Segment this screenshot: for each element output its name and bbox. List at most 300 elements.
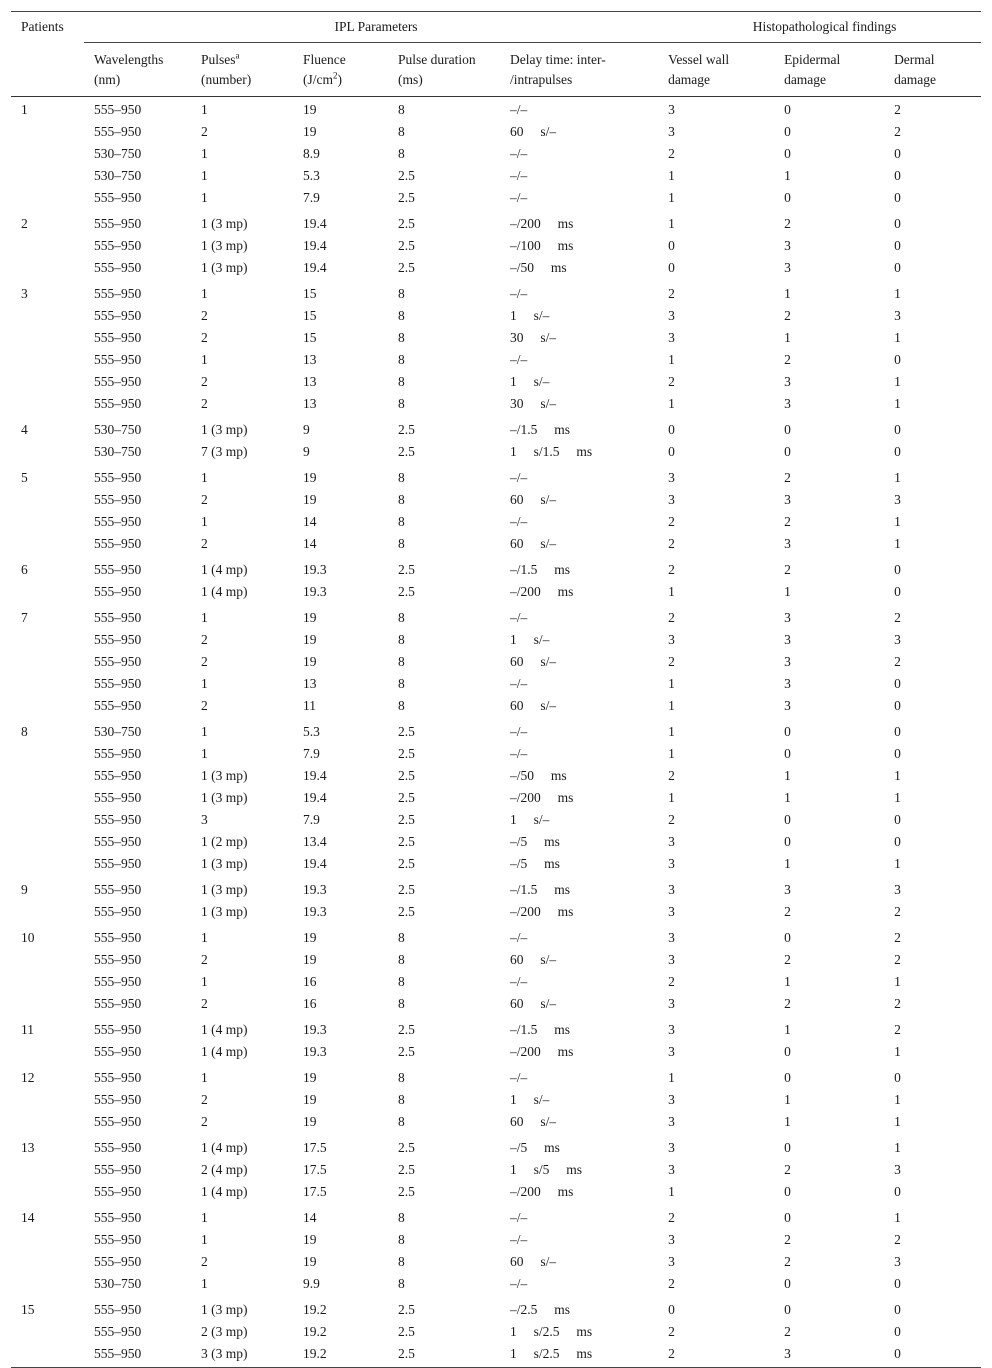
pulse-duration-cell: 2.5 <box>398 1184 415 1199</box>
dermal-cell: 2 <box>894 654 901 669</box>
fluence-cell: 19.3 <box>303 882 327 897</box>
pulses-cell: 1 <box>201 1232 208 1247</box>
pulse-duration-cell: 2.5 <box>398 168 415 183</box>
epidermal-cell: 0 <box>784 812 791 827</box>
patient-cell <box>11 695 84 719</box>
patient-cell <box>11 1343 84 1368</box>
vessel-wall-cell: 1 <box>668 724 675 739</box>
pulse-duration-cell: 8 <box>398 146 405 161</box>
pulses-cell: 2 <box>201 632 208 647</box>
patient-cell <box>11 1273 84 1297</box>
epidermal-cell: 0 <box>784 444 791 459</box>
fluence-cell: 19.4 <box>303 260 327 275</box>
epidermal-cell: 1 <box>784 1092 791 1107</box>
patient-cell <box>11 121 84 143</box>
pulses-cell: 1 (4 mp) <box>201 1022 248 1037</box>
table-row <box>11 1181 981 1205</box>
wavelength-cell: 555–950 <box>94 562 142 577</box>
wavelength-cell: 555–950 <box>94 374 142 389</box>
fluence-cell: 19.4 <box>303 790 327 805</box>
pulse-duration-cell: 8 <box>398 536 405 551</box>
table-row <box>11 1229 981 1251</box>
pulses-cell: 2 <box>201 374 208 389</box>
epidermal-cell: 0 <box>784 834 791 849</box>
dermal-cell: 1 <box>894 1114 901 1129</box>
dermal-cell: 1 <box>894 1210 901 1225</box>
pulses-cell: 1 (3 mp) <box>201 260 248 275</box>
pulse-duration-cell: 8 <box>398 698 405 713</box>
fluence-cell: 19.4 <box>303 768 327 783</box>
fluence-cell: 19 <box>303 124 317 139</box>
table-row <box>11 901 981 925</box>
fluence-cell: 9.9 <box>303 1276 320 1291</box>
patient-cell: 10 <box>21 930 35 945</box>
patient-cell <box>11 1089 84 1111</box>
patient-cell: 6 <box>21 562 28 577</box>
pulses-cell: 1 <box>201 286 208 301</box>
header-wavelengths: Wavelengths (nm) <box>84 43 191 97</box>
dermal-cell: 1 <box>894 536 901 551</box>
patient-cell <box>11 441 84 465</box>
epidermal-cell: 0 <box>784 724 791 739</box>
vessel-wall-cell: 3 <box>668 1044 675 1059</box>
pulses-cell: 2 <box>201 1114 208 1129</box>
table-row <box>11 257 981 281</box>
pulses-cell: 1 <box>201 746 208 761</box>
delay-time-cell: 1 s/– <box>510 632 550 647</box>
vessel-wall-cell: 1 <box>668 676 675 691</box>
fluence-cell: 13 <box>303 352 317 367</box>
pulse-duration-cell: 8 <box>398 286 405 301</box>
data-table-container <box>11 11 981 1368</box>
table-row <box>11 925 981 949</box>
patient-cell: 7 <box>21 610 28 625</box>
table-row <box>11 371 981 393</box>
vessel-wall-cell: 3 <box>668 1254 675 1269</box>
epidermal-cell: 2 <box>784 470 791 485</box>
delay-time-cell: –/1.5 ms <box>510 882 571 897</box>
dermal-cell: 1 <box>894 286 901 301</box>
wavelength-cell: 555–950 <box>94 1210 142 1225</box>
fluence-cell: 16 <box>303 974 317 989</box>
delay-time-cell: 1 s/2.5 ms <box>500 1343 658 1368</box>
patient-cell <box>11 1229 84 1251</box>
patient-cell <box>11 305 84 327</box>
table-row <box>11 1089 981 1111</box>
table-row <box>11 993 981 1017</box>
patient-cell <box>11 971 84 993</box>
epidermal-cell: 0 <box>784 1140 791 1155</box>
pulse-duration-cell: 2.5 <box>398 562 415 577</box>
table-row <box>11 305 981 327</box>
pulses-cell: 1 (3 mp) <box>201 422 248 437</box>
table-row <box>11 441 981 465</box>
epidermal-cell: 0 <box>784 1302 791 1317</box>
patient-cell <box>11 511 84 533</box>
fluence-cell: 16 <box>303 996 317 1011</box>
pulse-duration-cell: 2.5 <box>398 216 415 231</box>
vessel-wall-cell: 2 <box>668 610 675 625</box>
fluence-cell: 19 <box>303 654 317 669</box>
table-row <box>11 1251 981 1273</box>
epidermal-cell: 2 <box>784 952 791 967</box>
delay-time-cell: –/1.5 ms <box>510 422 571 437</box>
pulses-cell: 1 <box>201 168 208 183</box>
epidermal-cell: 2 <box>784 514 791 529</box>
patient-cell <box>11 1041 84 1065</box>
delay-time-cell: –/– <box>510 286 528 301</box>
fluence-cell: 19 <box>303 632 317 647</box>
delay-time-cell: 30 s/– <box>510 330 557 345</box>
pulse-duration-cell: 2.5 <box>398 444 415 459</box>
pulses-cell: 1 (3 mp) <box>201 882 248 897</box>
table-row <box>11 605 981 629</box>
fluence-cell: 19.4 <box>303 216 327 231</box>
wavelength-cell: 555–950 <box>94 952 142 967</box>
delay-time-cell: –/200 ms <box>510 904 574 919</box>
vessel-wall-cell: 1 <box>668 698 675 713</box>
table-row <box>11 1111 981 1135</box>
footnote-marker: a <box>235 50 240 61</box>
pulses-cell: 2 <box>201 536 208 551</box>
fluence-cell: 19 <box>303 1114 317 1129</box>
fluence-cell: 19.3 <box>303 904 327 919</box>
delay-time-cell: –/5 ms <box>510 1140 560 1155</box>
fluence-cell: 19 <box>303 1070 317 1085</box>
wavelength-cell: 555–950 <box>94 812 142 827</box>
vessel-wall-cell: 2 <box>658 1343 774 1368</box>
delay-time-cell: –/– <box>510 1210 528 1225</box>
table-row <box>11 211 981 235</box>
vessel-wall-cell: 2 <box>668 374 675 389</box>
table-row <box>11 1205 981 1229</box>
vessel-wall-cell: 3 <box>668 470 675 485</box>
vessel-wall-cell: 2 <box>668 1210 675 1225</box>
epidermal-cell: 0 <box>784 930 791 945</box>
delay-time-cell: –/– <box>510 676 528 691</box>
delay-time-cell: 1 s/– <box>510 308 550 323</box>
wavelength-cell: 555–950 <box>94 834 142 849</box>
vessel-wall-cell: 3 <box>668 930 675 945</box>
wavelength-cell: 555–950 <box>94 974 142 989</box>
dermal-cell: 2 <box>894 952 901 967</box>
patient-cell <box>11 765 84 787</box>
fluence-cell: 19.3 <box>303 1022 327 1037</box>
pulses-cell: 1 <box>201 1276 208 1291</box>
dermal-cell: 2 <box>894 1022 901 1037</box>
epidermal-cell: 2 <box>784 352 791 367</box>
pulse-duration-cell: 8 <box>398 124 405 139</box>
delay-time-cell: –/– <box>510 746 528 761</box>
delay-time-cell: 60 s/– <box>510 996 557 1011</box>
dermal-cell: 0 <box>894 1324 901 1339</box>
vessel-wall-cell: 3 <box>668 834 675 849</box>
patient-cell <box>11 257 84 281</box>
dermal-cell: 0 <box>894 444 901 459</box>
pulses-cell: 1 <box>201 930 208 945</box>
table-row <box>11 97 981 122</box>
dermal-cell: 2 <box>894 996 901 1011</box>
delay-time-cell: –/– <box>510 610 528 625</box>
epidermal-cell: 2 <box>784 308 791 323</box>
table-row <box>11 853 981 877</box>
fluence-cell: 19 <box>303 930 317 945</box>
patient-cell <box>11 349 84 371</box>
dermal-cell: 0 <box>894 168 901 183</box>
table-row <box>11 743 981 765</box>
vessel-wall-cell: 3 <box>668 308 675 323</box>
patient-cell: 9 <box>21 882 28 897</box>
pulses-cell: 1 <box>201 146 208 161</box>
fluence-cell: 9 <box>303 444 310 459</box>
table-row <box>11 765 981 787</box>
patient-cell <box>11 787 84 809</box>
dermal-cell: 0 <box>894 238 901 253</box>
fluence-cell: 19 <box>303 492 317 507</box>
table-row <box>11 465 981 489</box>
wavelength-cell: 555–950 <box>94 352 142 367</box>
delay-time-cell: –/1.5 ms <box>510 562 571 577</box>
epidermal-cell: 3 <box>784 536 791 551</box>
wavelength-cell: 555–950 <box>94 124 142 139</box>
patient-cell <box>11 1111 84 1135</box>
fluence-cell: 19 <box>303 1232 317 1247</box>
epidermal-cell: 0 <box>784 146 791 161</box>
pulses-cell: 1 (4 mp) <box>201 1044 248 1059</box>
dermal-cell: 3 <box>894 882 901 897</box>
patient-cell <box>11 831 84 853</box>
fluence-cell: 15 <box>303 286 317 301</box>
pulses-cell: 2 <box>201 996 208 1011</box>
dermal-cell: 0 <box>894 676 901 691</box>
wavelength-cell: 555–950 <box>94 882 142 897</box>
pulses-cell: 2 <box>201 308 208 323</box>
table-row <box>11 629 981 651</box>
fluence-cell: 7.9 <box>303 746 320 761</box>
fluence-cell: 9 <box>303 422 310 437</box>
dermal-cell: 0 <box>894 1070 901 1085</box>
epidermal-cell: 3 <box>784 882 791 897</box>
vessel-wall-cell: 1 <box>668 746 675 761</box>
delay-time-cell: –/50 ms <box>510 260 567 275</box>
wavelength-cell: 555–950 <box>94 1324 142 1339</box>
patient-cell <box>11 743 84 765</box>
delay-time-cell: 60 s/– <box>510 952 557 967</box>
pulse-duration-cell: 8 <box>398 952 405 967</box>
vessel-wall-cell: 3 <box>668 904 675 919</box>
pulses-cell: 2 <box>201 1092 208 1107</box>
dermal-cell: 1 <box>894 1092 901 1107</box>
table-row <box>11 651 981 673</box>
pulse-duration-cell: 8 <box>398 396 405 411</box>
delay-time-cell: –/– <box>510 190 528 205</box>
patient-cell: 11 <box>21 1022 34 1037</box>
fluence-cell: 8.9 <box>303 146 320 161</box>
delay-time-cell: –/– <box>510 470 528 485</box>
fluence-cell: 17.5 <box>303 1140 327 1155</box>
pulse-duration-cell: 8 <box>398 1254 405 1269</box>
table-body <box>11 97 981 1368</box>
patient-cell <box>11 629 84 651</box>
table-row <box>11 557 981 581</box>
delay-time-cell: –/5 ms <box>510 834 560 849</box>
pulse-duration-cell: 2.5 <box>398 746 415 761</box>
pulses-cell: 2 (3 mp) <box>201 1324 248 1339</box>
dermal-cell: 2 <box>894 124 901 139</box>
pulse-duration-cell: 2.5 <box>388 1343 500 1368</box>
delay-time-cell: –/– <box>510 146 528 161</box>
wavelength-cell: 555–950 <box>94 260 142 275</box>
wavelength-cell: 555–950 <box>94 584 142 599</box>
table-row <box>11 235 981 257</box>
wavelength-cell: 555–950 <box>94 396 142 411</box>
pulses-cell: 7 (3 mp) <box>201 444 248 459</box>
wavelength-cell: 530–750 <box>94 724 142 739</box>
patient-cell: 5 <box>21 470 28 485</box>
epidermal-cell: 0 <box>784 1044 791 1059</box>
table-row <box>11 165 981 187</box>
table-row <box>11 949 981 971</box>
delay-time-cell: 30 s/– <box>510 396 557 411</box>
vessel-wall-cell: 1 <box>668 1184 675 1199</box>
dermal-cell: 0 <box>894 584 901 599</box>
dermal-cell: 1 <box>894 374 901 389</box>
dermal-cell: 1 <box>894 396 901 411</box>
pulse-duration-cell: 8 <box>398 308 405 323</box>
pulses-cell: 2 <box>201 330 208 345</box>
delay-time-cell: 60 s/– <box>510 124 557 139</box>
delay-time-cell: –/2.5 ms <box>510 1302 571 1317</box>
table-row <box>11 695 981 719</box>
vessel-wall-cell: 0 <box>668 444 675 459</box>
pulses-cell: 1 (3 mp) <box>201 790 248 805</box>
pulse-duration-cell: 8 <box>398 1232 405 1247</box>
epidermal-cell: 0 <box>784 746 791 761</box>
dermal-cell: 0 <box>894 724 901 739</box>
pulses-cell: 3 <box>201 812 208 827</box>
epidermal-cell: 1 <box>784 330 791 345</box>
patient-cell: 15 <box>21 1302 35 1317</box>
table-row <box>11 1321 981 1343</box>
pulse-duration-cell: 8 <box>398 492 405 507</box>
patient-cell <box>11 489 84 511</box>
delay-time-cell: –/– <box>510 514 528 529</box>
fluence-cell: 19.3 <box>303 584 327 599</box>
epidermal-cell: 2 <box>784 1232 791 1247</box>
fluence-cell: 7.9 <box>303 190 320 205</box>
table-row <box>11 719 981 743</box>
epidermal-cell: 1 <box>784 168 791 183</box>
patient-cell <box>11 901 84 925</box>
pulses-cell: 1 <box>201 470 208 485</box>
table-row <box>11 1297 981 1321</box>
dermal-cell: 3 <box>894 632 901 647</box>
wavelength-cell: 555–950 <box>94 190 142 205</box>
table-row <box>11 187 981 211</box>
patient-cell <box>11 327 84 349</box>
epidermal-cell: 3 <box>784 632 791 647</box>
vessel-wall-cell: 3 <box>668 856 675 871</box>
pulses-cell: 2 <box>201 698 208 713</box>
table-row <box>11 533 981 557</box>
pulse-duration-cell: 8 <box>398 610 405 625</box>
pulses-cell: 1 <box>201 610 208 625</box>
wavelength-cell: 555–950 <box>94 1302 142 1317</box>
dermal-cell: 2 <box>894 610 901 625</box>
vessel-wall-cell: 0 <box>668 422 675 437</box>
delay-time-cell: 60 s/– <box>510 492 557 507</box>
pulses-cell: 1 <box>201 724 208 739</box>
fluence-cell: 5.3 <box>303 168 320 183</box>
header-pulses: Pulses$^a$ (number) <box>191 43 293 97</box>
dermal-cell: 1 <box>894 514 901 529</box>
header-fluence: Fluence $(J/cm^2)$ <box>293 43 388 97</box>
vessel-wall-cell: 1 <box>668 1070 675 1085</box>
pulse-duration-cell: 8 <box>398 654 405 669</box>
patient-cell: 12 <box>21 1070 35 1085</box>
wavelength-cell: 555–950 <box>94 536 142 551</box>
patient-cell: 14 <box>21 1210 35 1225</box>
epidermal-cell: 3 <box>784 238 791 253</box>
pulses-cell: 1 (2 mp) <box>201 834 248 849</box>
table-row <box>11 489 981 511</box>
table-row <box>11 877 981 901</box>
pulses-cell: 2 <box>201 1254 208 1269</box>
vessel-wall-cell: 2 <box>668 536 675 551</box>
wavelength-cell: 555–950 <box>94 1044 142 1059</box>
fluence-cell: 13 <box>303 374 317 389</box>
patient-cell <box>11 949 84 971</box>
pulse-duration-cell: 8 <box>398 676 405 691</box>
vessel-wall-cell: 3 <box>668 1022 675 1037</box>
dermal-cell: 0 <box>884 1343 981 1368</box>
delay-time-cell: 1 s/– <box>510 374 550 389</box>
header-dermal-damage: Dermal damage <box>884 43 981 97</box>
fluence-cell: 19.3 <box>303 1044 327 1059</box>
dermal-cell: 1 <box>894 330 901 345</box>
delay-time-cell: –/– <box>510 1070 528 1085</box>
vessel-wall-cell: 3 <box>668 102 675 117</box>
pulse-duration-cell: 2.5 <box>398 834 415 849</box>
dermal-cell: 0 <box>894 190 901 205</box>
wavelength-cell: 555–950 <box>94 1092 142 1107</box>
patient-cell <box>11 1181 84 1205</box>
wavelength-cell: 555–950 <box>94 790 142 805</box>
table-row <box>11 281 981 305</box>
fluence-cell: 19 <box>303 952 317 967</box>
pulses-cell: 2 (4 mp) <box>201 1162 248 1177</box>
vessel-wall-cell: 0 <box>668 1302 675 1317</box>
dermal-cell: 0 <box>894 1302 901 1317</box>
pulse-duration-cell: 8 <box>398 1276 405 1291</box>
dermal-cell: 1 <box>894 768 901 783</box>
table-row <box>11 831 981 853</box>
epidermal-cell: 3 <box>784 698 791 713</box>
pulse-duration-cell: 8 <box>398 514 405 529</box>
pulses-cell: 1 <box>201 352 208 367</box>
fluence-cell: 15 <box>303 308 317 323</box>
delay-time-cell: 60 s/– <box>510 654 557 669</box>
vessel-wall-cell: 2 <box>668 768 675 783</box>
dermal-cell: 0 <box>894 352 901 367</box>
pulse-duration-cell: 2.5 <box>398 1162 415 1177</box>
delay-time-cell: –/200 ms <box>510 1044 574 1059</box>
table-row <box>11 393 981 417</box>
patient-cell <box>11 673 84 695</box>
epidermal-cell: 1 <box>784 1114 791 1129</box>
delay-time-cell: 1 s/– <box>510 1092 550 1107</box>
table-row <box>11 673 981 695</box>
